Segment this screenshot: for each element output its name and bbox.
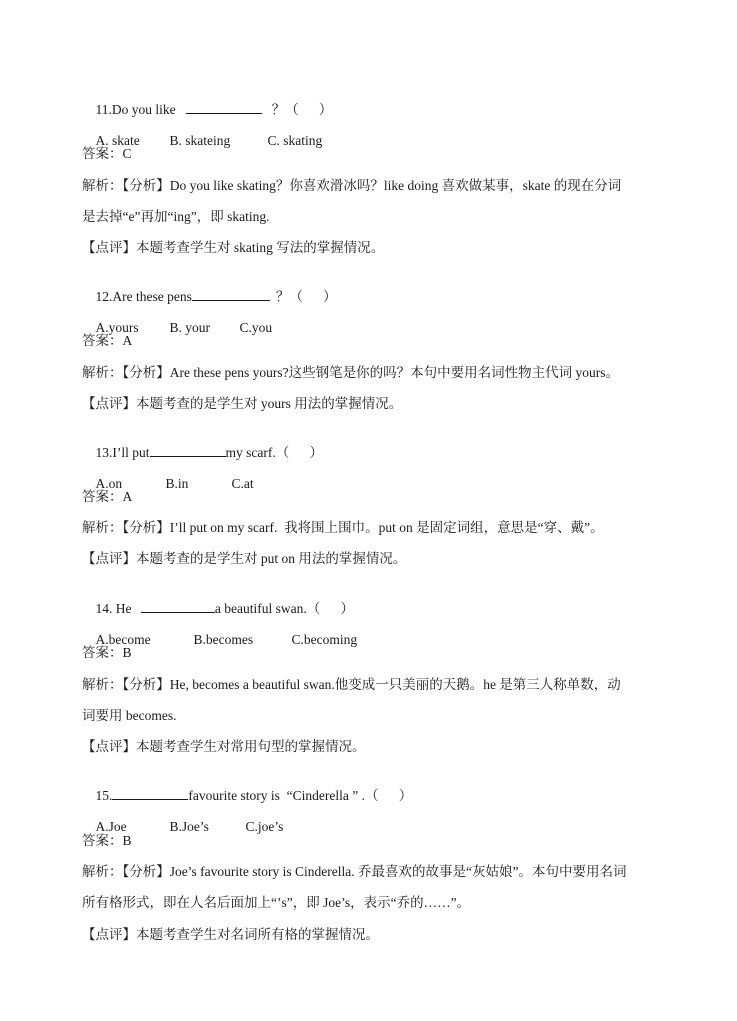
question-15-answer: 答案：B xyxy=(82,833,132,848)
question-15-comment: 【点评】本题考查学生对名词所有格的掌握情况。 xyxy=(82,927,379,942)
answer-blank xyxy=(112,787,188,800)
option-a: A. skate xyxy=(95,133,140,148)
question-stem-text: 15. xyxy=(95,788,113,803)
option-b: B. your xyxy=(169,320,210,335)
question-stem-end: ？（ ） xyxy=(271,102,333,117)
question-13-comment: 【点评】本题考查的是学生对 put on 用法的掌握情况。 xyxy=(82,551,407,566)
option-a: A.Joe xyxy=(95,819,127,834)
option-c: C.you xyxy=(239,320,273,335)
option-b: B.Joe’s xyxy=(169,819,209,834)
option-a: A.become xyxy=(95,632,151,647)
question-14-analysis: 解析：【分析】He, becomes a beautiful swan.他变成一只美丽的天鹅。he 是第三人称单数，动 xyxy=(82,677,621,692)
question-11-comment: 【点评】本题考查学生对 skating 写法的掌握情况。 xyxy=(82,240,385,255)
question-14-answer: 答案：B xyxy=(82,645,132,660)
question-11-answer: 答案：C xyxy=(82,146,132,161)
option-c: C.joe’s xyxy=(245,819,284,834)
answer-blank xyxy=(186,101,262,114)
question-12-analysis: 解析：【分析】Are these pens yours?这些钢笔是你的吗？本句中要用名词性物主代词 yours。 xyxy=(82,365,619,380)
option-b: B.becomes xyxy=(193,632,254,647)
question-11-analysis-cont: 是去掉“e”再加“ing”，即 skating. xyxy=(82,209,270,224)
question-12-answer: 答案：A xyxy=(82,333,133,348)
question-12-comment: 【点评】本题考查的是学生对 yours 用法的掌握情况。 xyxy=(82,396,403,411)
question-14-comment: 【点评】本题考查学生对常用句型的掌握情况。 xyxy=(82,739,366,754)
question-stem-text: 13.I’ll put xyxy=(95,445,150,460)
answer-blank xyxy=(192,288,270,301)
option-b: B. skateing xyxy=(169,133,231,148)
question-14-analysis-cont: 词要用 becomes. xyxy=(82,708,177,723)
question-15-analysis: 解析：【分析】Joe’s favourite story is Cinderella. 乔最喜欢的故事是“灰姑娘”。本句中要用名词 xyxy=(82,864,627,879)
answer-blank xyxy=(150,444,226,457)
question-13-answer: 答案：A xyxy=(82,489,133,504)
option-c: C.at xyxy=(231,476,254,491)
question-stem-text: 14. He xyxy=(95,601,135,616)
question-stem-text: 11.Do you like xyxy=(95,102,176,117)
option-a: A.on xyxy=(95,476,123,491)
question-stem-end: a beautiful swan.（ ） xyxy=(214,601,354,616)
option-b: B.in xyxy=(165,476,189,491)
question-11-analysis: 解析：【分析】Do you like skating？你喜欢滑冰吗？like doing 喜欢做某事，skate 的现在分词 xyxy=(82,178,622,193)
question-13-analysis: 解析：【分析】I’ll put on my scarf. 我将围上围巾。put on 是固定词组，意思是“穿、戴”。 xyxy=(82,520,604,535)
option-c: C. skating xyxy=(267,133,323,148)
option-c: C.becoming xyxy=(291,632,358,647)
question-stem-text: 12.Are these pens xyxy=(95,289,192,304)
question-15-analysis-cont: 所有格形式，即在人名后面加上“’s”，即 Joe’s，表示“乔的……”。 xyxy=(82,895,471,910)
question-stem-end: my scarf.（ ） xyxy=(225,445,323,460)
answer-blank xyxy=(141,600,215,613)
question-stem-end: ？（ ） xyxy=(275,289,337,304)
option-a: A.yours xyxy=(95,320,139,335)
question-stem-end: favourite story is “Cinderella ” .（ ） xyxy=(188,788,413,803)
